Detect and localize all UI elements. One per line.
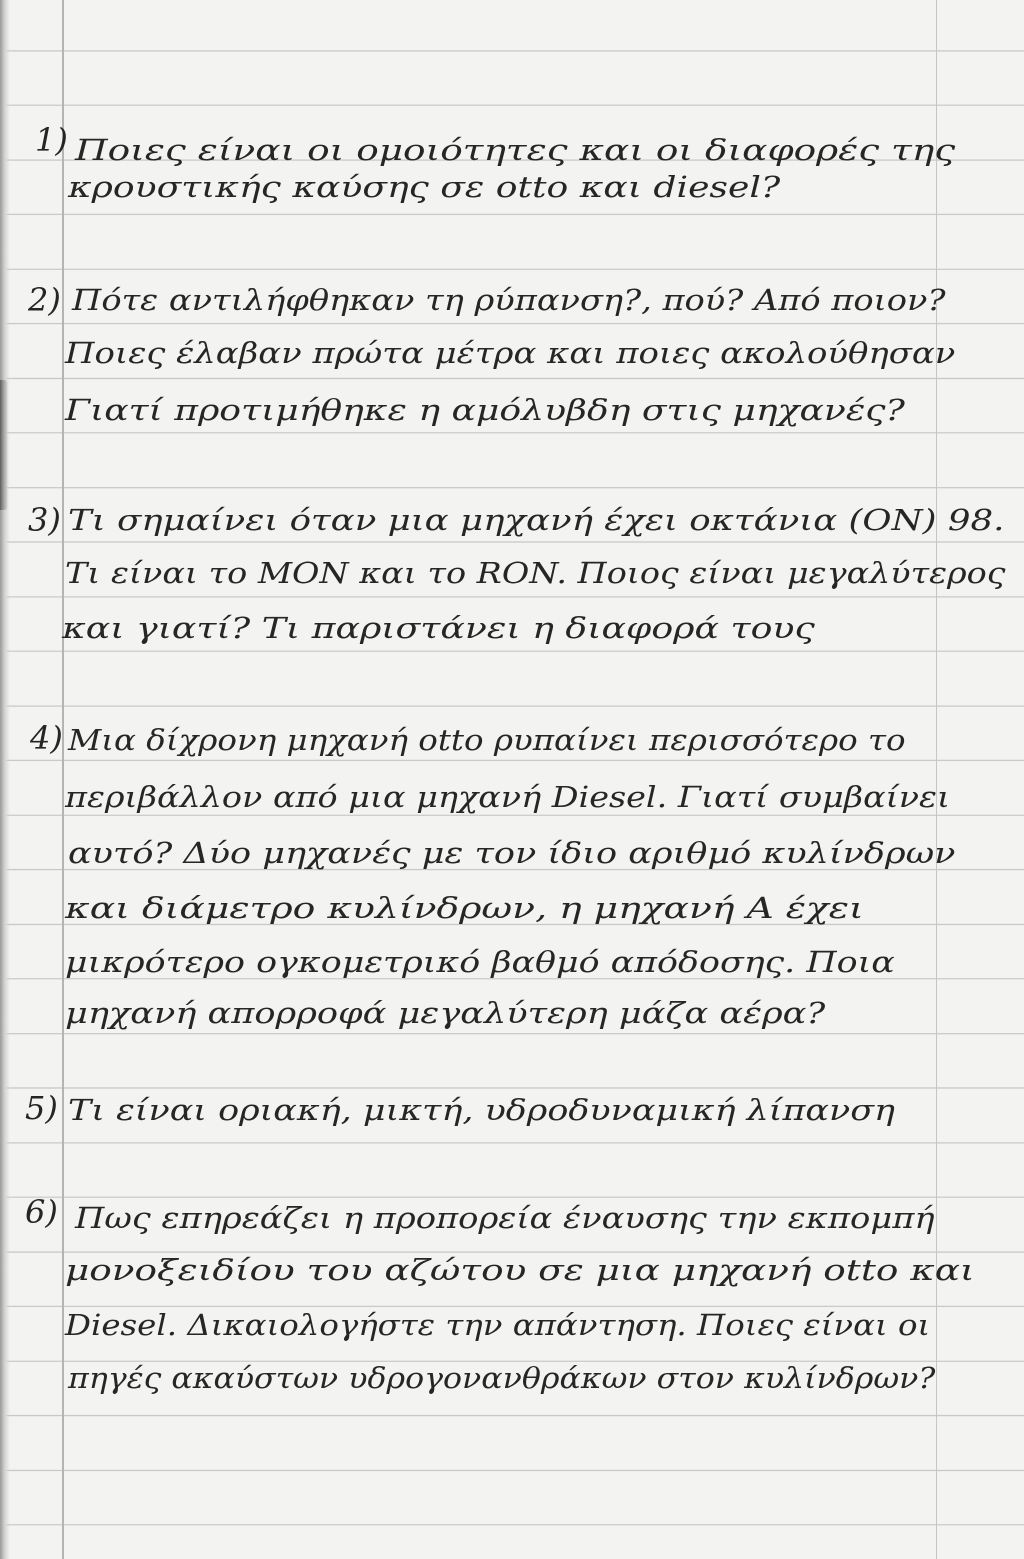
question-line: Diesel. Δικαιολογήστε την απάντηση. Ποιες είναι οι: [65, 1308, 931, 1342]
question-number: 3): [28, 501, 61, 539]
question-number: 6): [25, 1193, 58, 1231]
question-line: περιβάλλον από μια μηχανή Diesel. Γιατί συμβαίνει: [65, 780, 951, 814]
question-line: μηχανή απορροφά μεγαλύτερη μάζα αέρα?: [65, 996, 826, 1030]
question-line: Τι σημαίνει όταν μια μηχανή έχει οκτάνια (ON) 98.: [68, 503, 1005, 537]
question-line: Μια δίχρονη μηχανή otto ρυπαίνει περισσότερο το: [68, 723, 906, 757]
question-line: και γιατί? Τι παριστάνει η διαφορά τους: [62, 611, 815, 645]
question-line: μικρότερο ογκομετρικό βαθμό απόδοσης. Ποια: [65, 945, 895, 979]
question-line: Πως επηρεάζει η προπορεία έναυσης την εκπομπή: [75, 1201, 935, 1235]
question-number: 1): [35, 121, 68, 159]
question-line: κρουστικής καύσης σε otto και diesel?: [68, 170, 781, 204]
question-number: 5): [25, 1089, 58, 1127]
question-line: μονοξειδίου του αζώτου σε μια μηχανή otto και: [65, 1253, 975, 1287]
question-number: 4): [30, 719, 63, 757]
question-line: Γιατί προτιμήθηκε η αμόλυβδη στις μηχανές?: [65, 393, 905, 427]
margin-line: [62, 0, 64, 1559]
question-line: πηγές ακαύστων υδρογονανθράκων στον κυλίνδρων?: [68, 1361, 936, 1395]
question-line: αυτό? Δύο μηχανές με τον ίδιο αριθμό κυλίνδρων: [68, 836, 956, 870]
torn-edge: [0, 380, 8, 510]
question-line: Πότε αντιλήφθηκαν τη ρύπανση?, πού? Από ποιον?: [72, 283, 946, 317]
question-line: Ποιες είναι οι ομοιότητες και οι διαφορές της: [75, 133, 956, 167]
question-number: 2): [28, 281, 61, 319]
question-line: Ποιες έλαβαν πρώτα μέτρα και ποιες ακολούθησαν: [65, 336, 956, 370]
question-line: και διάμετρο κυλίνδρων, η μηχανή Α έχει: [65, 891, 864, 925]
question-line: Τι είναι το MON και το RON. Ποιος είναι μεγαλύτερος: [65, 556, 1006, 590]
scan-edge: [0, 0, 10, 1559]
question-line: Τι είναι οριακή, μικτή, υδροδυναμική λίπανση: [68, 1093, 895, 1127]
